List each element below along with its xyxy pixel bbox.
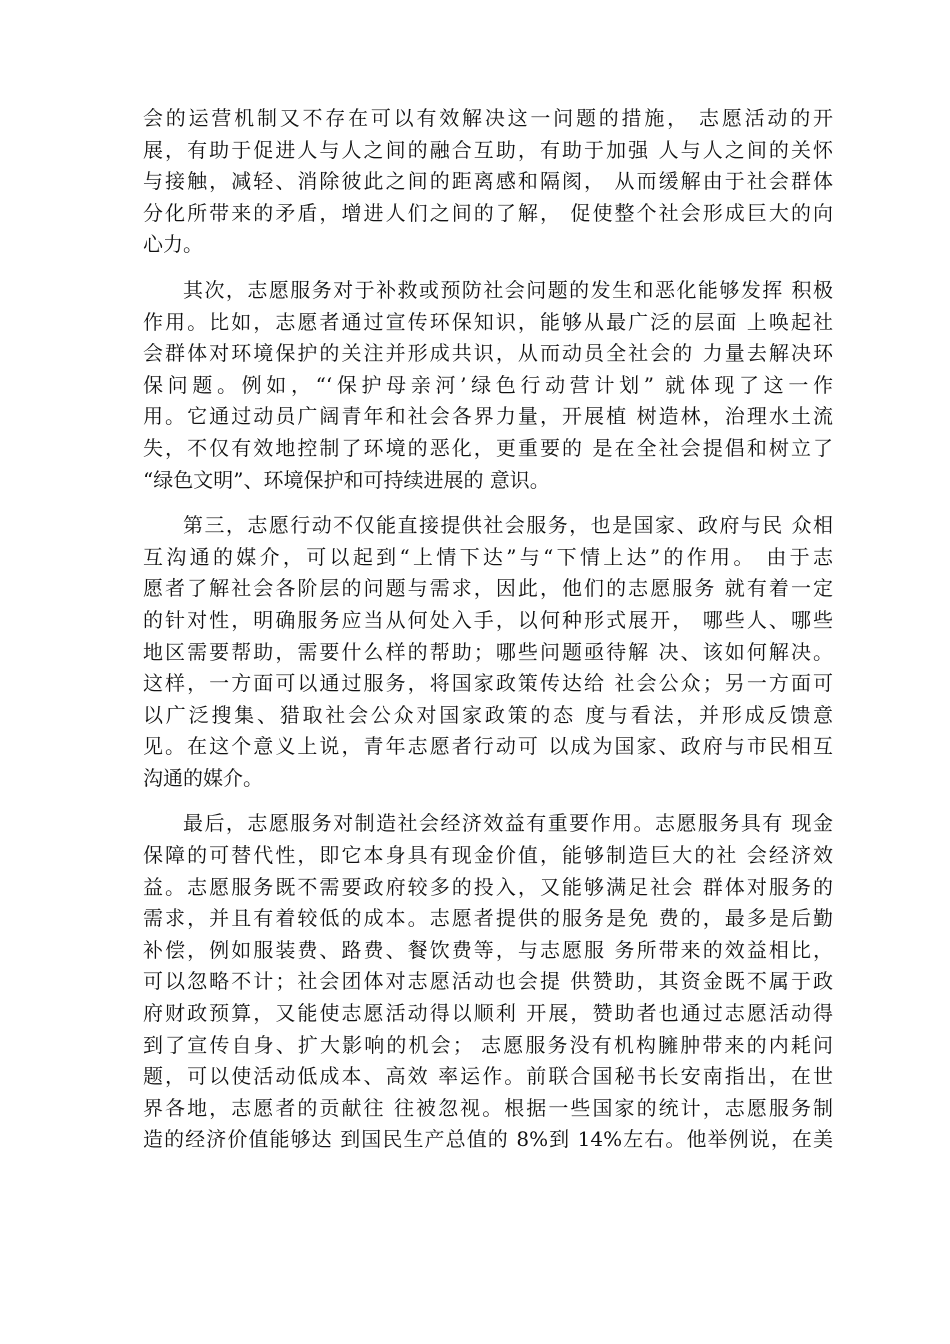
paragraph-3 bbox=[143, 510, 833, 794]
text-line: 愿者了解社会各阶层的问题与需求，因此，他们的志愿服务 就有着一定 bbox=[143, 576, 833, 601]
text-line: 界各地，志愿者的贡献往 往被忽视。根据一些国家的统计，志愿服务制 bbox=[143, 1095, 833, 1120]
text-line: 到了宣传自身、扩大影响的机会； 志愿服务没有机构臃肿带来的内耗问 bbox=[143, 1032, 833, 1057]
text-line: 其次，志愿服务对于补救或预防社会问题的发生和恶化能够发挥 积极 bbox=[183, 277, 833, 302]
text-line: 的针对性，明确服务应当从何处入手，以何种形式展开， 哪些人、哪些 bbox=[143, 607, 833, 632]
text-line: 益。志愿服务既不需要政府较多的投入，又能够满足社会 群体对服务的 bbox=[143, 874, 833, 899]
text-line: 会群体对环境保护的关注并形成共识，从而动员全社会的 力量去解决环 bbox=[143, 341, 833, 366]
text-line: 需求，并且有着较低的成本。志愿者提供的服务是免 费的，最多是后勤 bbox=[143, 906, 833, 931]
text-line: 地区需要帮助，需要什么样的帮助；哪些问题亟待解 决、该如何解决。 bbox=[143, 639, 833, 664]
text-line: 题，可以使活动低成本、高效 率运作。前联合国秘书长安南指出，在世 bbox=[143, 1064, 833, 1089]
text-line: 保问题。例如，“‘保护母亲河’绿色行动营计划” 就体现了这一作 bbox=[143, 372, 833, 397]
text-line: 最后，志愿服务对制造社会经济效益有重要作用。志愿服务具有 现金 bbox=[183, 811, 833, 836]
text-line: 失，不仅有效地控制了环境的恶化，更重要的 是在全社会提倡和树立了 bbox=[143, 435, 833, 460]
text-line: 见。在这个意义上说，青年志愿者行动可 以成为国家、政府与市民相互 bbox=[143, 734, 833, 759]
text-line: 造的经济价值能够达 到国民生产总值的 8%到 14%左右。他举例说，在美 bbox=[143, 1127, 833, 1152]
text-line: 以广泛搜集、猎取社会公众对国家政策的态 度与看法，并形成反馈意 bbox=[143, 702, 833, 727]
text-line: 用。它通过动员广阔青年和社会各界力量，开展植 树造林，治理水土流 bbox=[143, 404, 833, 429]
text-line: 会的运营机制又不存在可以有效解决这一问题的措施， 志愿活动的开 bbox=[143, 106, 833, 130]
text-line: 分化所带来的矛盾，增进人们之间的了解， 促使整个社会形成巨大的向 bbox=[143, 200, 833, 225]
text-line: “绿色文明”、环境保护和可持续进展的 意识。 bbox=[143, 467, 550, 492]
text-line: 补偿，例如服装费、路费、餐饮费等，与志愿服 务所带来的效益相比， bbox=[143, 937, 833, 962]
text-line: 作用。比如，志愿者通过宣传环保知识，能够从最广泛的层面 上唤起社 bbox=[143, 309, 833, 334]
text-line: 这样，一方面可以通过服务，将国家政策传达给 社会公众；另一方面可 bbox=[143, 671, 833, 696]
text-line: 保障的可替代性，即它本身具有现金价值，能够制造巨大的社 会经济效 bbox=[143, 843, 833, 868]
text-line: 沟通的媒介。 bbox=[143, 765, 263, 790]
text-line: 第三，志愿行动不仅能直接提供社会服务，也是国家、政府与民 众相 bbox=[183, 513, 833, 538]
paragraph-4 bbox=[143, 808, 833, 1156]
text-line: 心力。 bbox=[143, 232, 203, 257]
text-line: 与接触，减轻、消除彼此之间的距离感和隔阂， 从而缓解由于社会群体 bbox=[143, 169, 833, 194]
text-line: 可以忽略不计；社会团体对志愿活动也会提 供赞助，其资金既不属于政 bbox=[143, 969, 833, 994]
text-line: 展，有助于促进人与人之间的融合互助，有助于加强 人与人之间的关怀 bbox=[143, 137, 833, 162]
text-line: 互沟通的媒介，可以起到“上情下达”与“下情上达”的作用。 由于志 bbox=[143, 544, 833, 569]
paragraph-1 bbox=[143, 103, 833, 261]
document-page bbox=[143, 103, 833, 1170]
text-line: 府财政预算，又能使志愿活动得以顺利 开展，赞助者也通过志愿活动得 bbox=[143, 1001, 833, 1026]
paragraph-2 bbox=[143, 275, 833, 496]
